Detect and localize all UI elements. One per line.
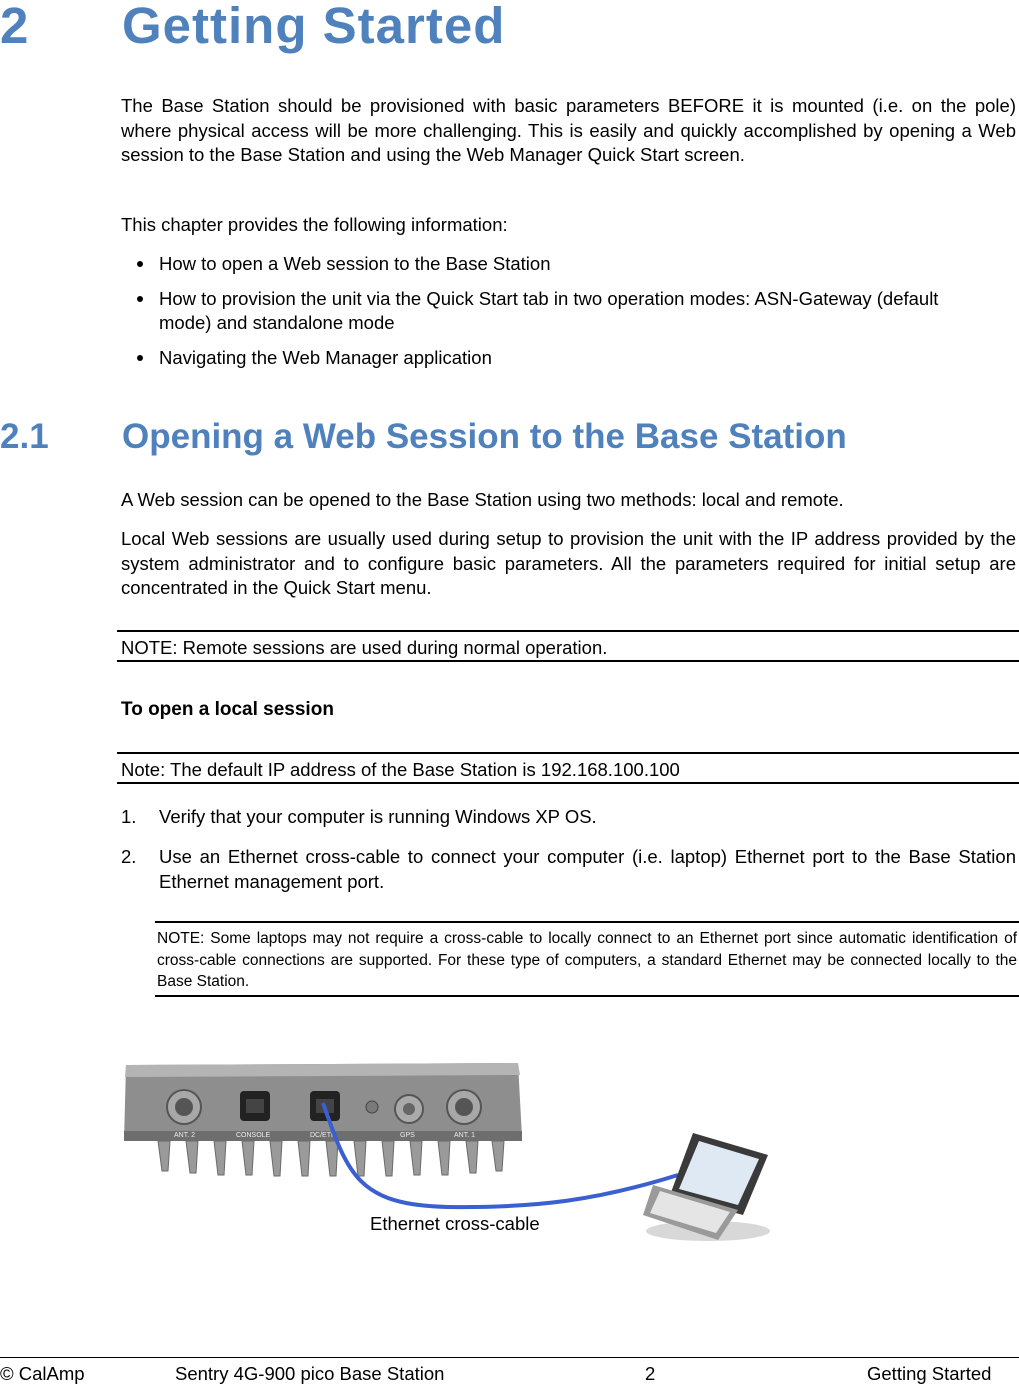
port-label: ANT. 1 [454, 1132, 476, 1139]
footer-rule [0, 1357, 1019, 1358]
bullet-dot [137, 296, 143, 302]
port-label: CONSOLE [236, 1132, 271, 1139]
note-box [117, 630, 1019, 662]
bullet-text: How to provision the unit via the Quick Start tab in two operation modes: ASN-Gateway (default mode) and standalone mode [159, 288, 939, 333]
step-text: Use an Ethernet cross-cable to connect your computer (i.e. laptop) Ethernet port to the Base Station Ethernet management port. [159, 846, 1016, 892]
chapter-number: 2 [0, 0, 30, 54]
laptop-icon [643, 1133, 770, 1241]
section-title: Opening a Web Session to the Base Station [122, 417, 847, 456]
step-number: 1. [121, 806, 137, 827]
step-text: Verify that your computer is running Windows XP OS. [159, 806, 597, 827]
note-box [117, 752, 1019, 784]
procedure-title: To open a local session [121, 699, 334, 720]
port-label: DC/ETH [310, 1132, 337, 1139]
section-number: 2.1 [0, 417, 49, 456]
bullet-text: Navigating the Web Manager application [159, 347, 492, 368]
footer-chapter: Getting Started [867, 1363, 992, 1384]
section-paragraph-2: Local Web sessions are usually used during setup to provision the unit with the IP address provided by the system administrator and to configure basic parameters. All the parameters required for initial setup are concentrated in the Quick Start menu. [121, 528, 1016, 598]
figure-caption: Ethernet cross-cable [370, 1213, 540, 1234]
port-label: ANT. 2 [174, 1132, 196, 1139]
footer-product: Sentry 4G-900 pico Base Station [175, 1363, 445, 1384]
bullet-dot [137, 355, 143, 361]
chapter-title: Getting Started [122, 0, 506, 54]
bullet-item [137, 252, 987, 276]
section-paragraph-1: A Web session can be opened to the Base Station using two methods: local and remote. [121, 489, 844, 510]
note-text: Note: The default IP address of the Base Station is 192.168.100.100 [121, 759, 680, 780]
base-station-device [124, 1063, 522, 1176]
note-text: NOTE: Some laptops may not require a cross-cable to locally connect to an Ethernet port since automatic identification of cross-cable connections are supported. For these type of computers, a standard Ethernet may be connected locally to the Base Station. [157, 930, 1017, 990]
footer-copyright: © CalAmp [0, 1363, 85, 1384]
footer-page-number: 2 [645, 1363, 656, 1384]
bullet-text: How to open a Web session to the Base Station [159, 253, 551, 274]
port-label: GPS [400, 1132, 415, 1139]
bullet-item [137, 287, 987, 335]
note-box [155, 921, 1019, 997]
note-text: NOTE: Remote sessions are used during normal operation. [121, 637, 608, 658]
intro-paragraph: The Base Station should be provisioned with basic parameters BEFORE it is mounted (i.e. on the pole) where physical access will be more challenging. This is easily and quickly accomplished by opening a Web session to the Base Station and using the Web Manager Quick Start screen. [121, 95, 1016, 165]
bullet-item [137, 346, 987, 370]
intro-lead: This chapter provides the following information: [121, 214, 508, 235]
step-number: 2. [121, 846, 137, 867]
bullet-dot [137, 261, 143, 267]
